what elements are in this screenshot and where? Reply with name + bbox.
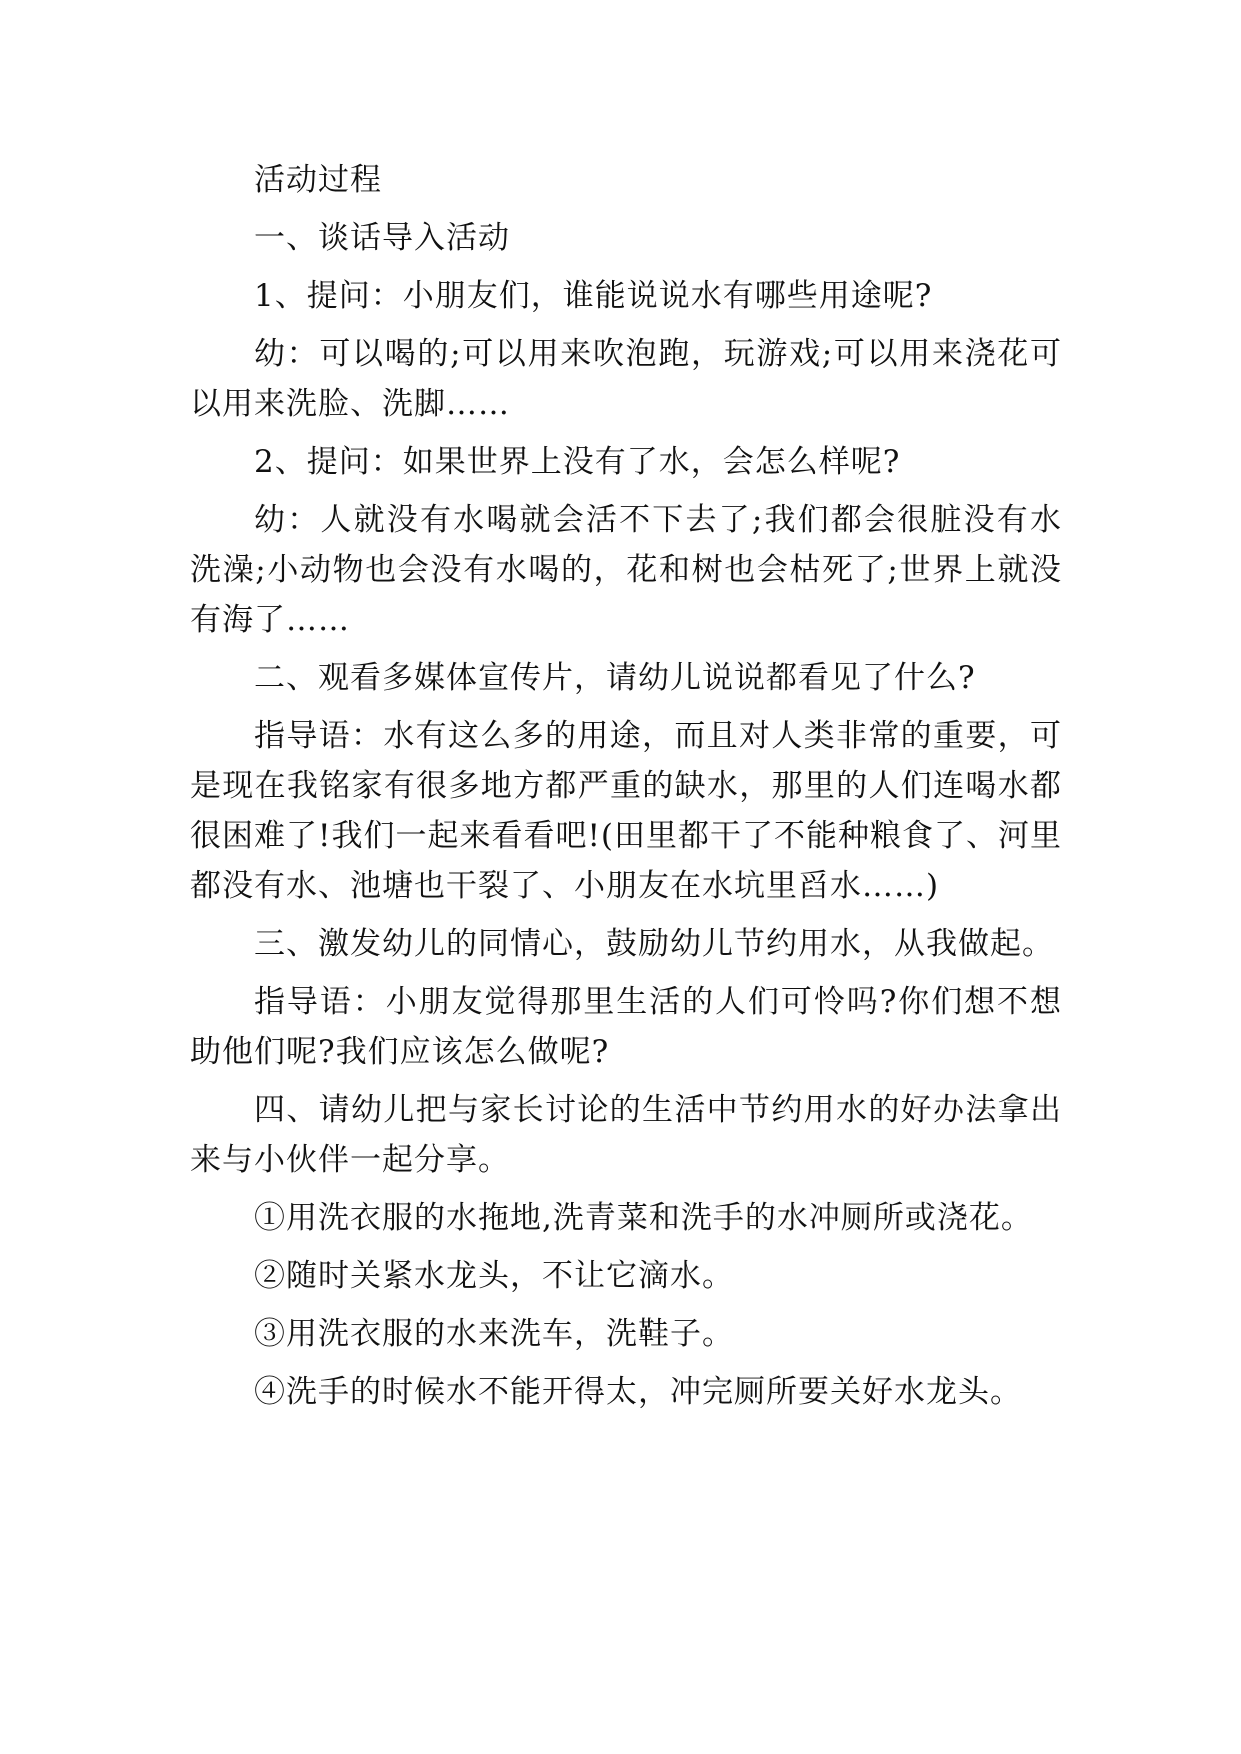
step-four-heading: 四、请幼儿把与家长讨论的生活中节约用水的好办法拿出来与小伙伴一起分享。 (190, 1092, 1062, 1178)
list-item-1: ①用洗衣服的水拖地,洗青菜和洗手的水冲厕所或浇花。 (254, 1200, 1033, 1236)
question-one: 1、提问：小朋友们，谁能说说水有哪些用途呢? (254, 278, 933, 314)
answer-two: 幼：人就没有水喝就会活不下去了;我们都会很脏没有水洗澡;小动物也会没有水喝的，花和树也会枯死了;世界上就没有海了…… (190, 502, 1062, 638)
list-item-4: ④洗手的时候水不能开得太，冲完厕所要关好水龙头。 (254, 1374, 1022, 1410)
step-two-heading: 二、观看多媒体宣传片，请幼儿说说都看见了什么? (254, 660, 976, 696)
guidance-two: 指导语：小朋友觉得那里生活的人们可怜吗?你们想不想助他们呢?我们应该怎么做呢? (190, 984, 1062, 1070)
question-two: 2、提问：如果世界上没有了水，会怎么样呢? (254, 444, 901, 480)
step-three-heading: 三、激发幼儿的同情心，鼓励幼儿节约用水，从我做起。 (254, 926, 1054, 962)
guidance-one: 指导语：水有这么多的用途，而且对人类非常的重要，可是现在我铭家有很多地方都严重的缺水，那里的人们连喝水都很困难了!我们一起来看看吧!(田里都干了不能种粮食了、河里都没有水、池塘也干裂了、小朋友在水坑里舀水……) (190, 718, 1063, 904)
list-item-2: ②随时关紧水龙头，不让它滴水。 (254, 1258, 734, 1294)
answer-one: 幼：可以喝的;可以用来吹泡跑，玩游戏;可以用来浇花可以用来洗脸、洗脚…… (190, 336, 1062, 422)
document-page (190, 155, 1062, 1715)
step-one-heading: 一、谈话导入活动 (254, 220, 510, 256)
list-item-3: ③用洗衣服的水来洗车，洗鞋子。 (254, 1316, 734, 1352)
section-heading-activity-process: 活动过程 (254, 162, 382, 198)
